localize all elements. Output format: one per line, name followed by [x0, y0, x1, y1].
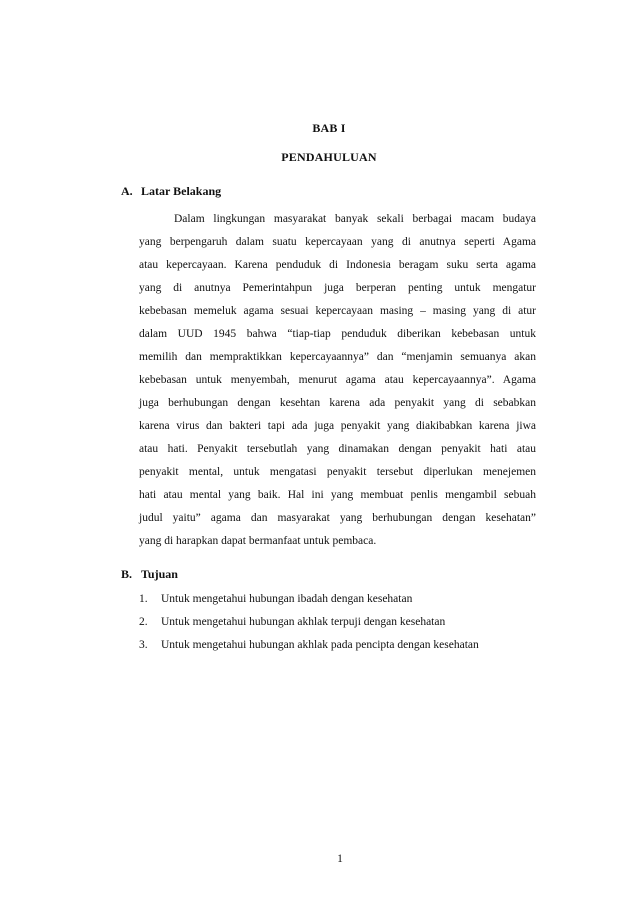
list-item: [139, 638, 479, 652]
section-title: Latar Belakang: [141, 184, 222, 198]
list-item: [139, 615, 445, 629]
chapter-title: PENDAHULUAN: [281, 150, 377, 164]
section-heading-latar-belakang: [121, 184, 221, 199]
paragraph-line: yang di harapkan dapat bermanfaat untuk pembaca.: [139, 535, 377, 547]
paragraph-line: atau kepercayaan. Karena penduduk di Indonesia beragam suku serta agama: [139, 259, 536, 271]
paragraph-line: yang di anutnya Pemerintahpun juga berperan penting untuk mengatur: [139, 282, 536, 294]
paragraph-line: hati atau mental yang baik. Hal ini yang membuat penlis mengambil sebuah: [139, 489, 536, 501]
paragraph-line: judul yaitu” agama dan masyarakat yang berhubungan dengan kesehatan”: [139, 512, 536, 524]
section-title: Tujuan: [141, 567, 178, 581]
paragraph-line: karena virus dan bakteri tapi ada juga penyakit yang diakibabkan karena jiwa: [139, 420, 536, 432]
paragraph-line: kebebasan memeluk agama sesuai kepercayaan masing – masing yang di atur: [139, 305, 536, 317]
list-text: Untuk mengetahui hubungan ibadah dengan kesehatan: [161, 593, 413, 605]
paragraph-line: penyakit mental, untuk mengatasi penyakit tersebut diperlukan menejemen: [139, 466, 536, 478]
chapter-number: BAB I: [312, 121, 346, 135]
paragraph-line: dalam UUD 1945 bahwa “tiap-tiap penduduk diberikan kebebasan untuk: [139, 328, 536, 340]
list-text: Untuk mengetahui hubungan akhlak terpuji dengan kesehatan: [161, 616, 446, 628]
page-number: 1: [337, 853, 343, 865]
section-letter: A.: [121, 184, 133, 198]
list-number: 1.: [139, 593, 148, 605]
paragraph-line: Dalam lingkungan masyarakat banyak sekali berbagai macam budaya: [174, 213, 536, 225]
paragraph-line: memilih dan mempraktikkan kepercayaannya” dan “menjamin semuanya akan: [139, 351, 536, 363]
paragraph-line: yang berpengaruh dalam suatu kepercayaan yang di anutnya seperti Agama: [139, 236, 536, 248]
list-item: [139, 592, 412, 606]
list-number: 2.: [139, 616, 148, 628]
paragraph-line: juga berhubungan dengan kesehtan karena ada penyakit yang di sebabkan: [139, 397, 536, 409]
paragraph-line: kebebasan untuk menyembah, menurut agama atau kepercayaannya”. Agama: [139, 374, 536, 386]
list-text: Untuk mengetahui hubungan akhlak pada pencipta dengan kesehatan: [161, 639, 479, 651]
section-letter: B.: [121, 567, 133, 581]
paragraph-line: atau hati. Penyakit tersebutlah yang dinamakan dengan penyakit hati atau: [139, 443, 536, 455]
list-number: 3.: [139, 639, 148, 651]
section-heading-tujuan: [121, 567, 178, 582]
